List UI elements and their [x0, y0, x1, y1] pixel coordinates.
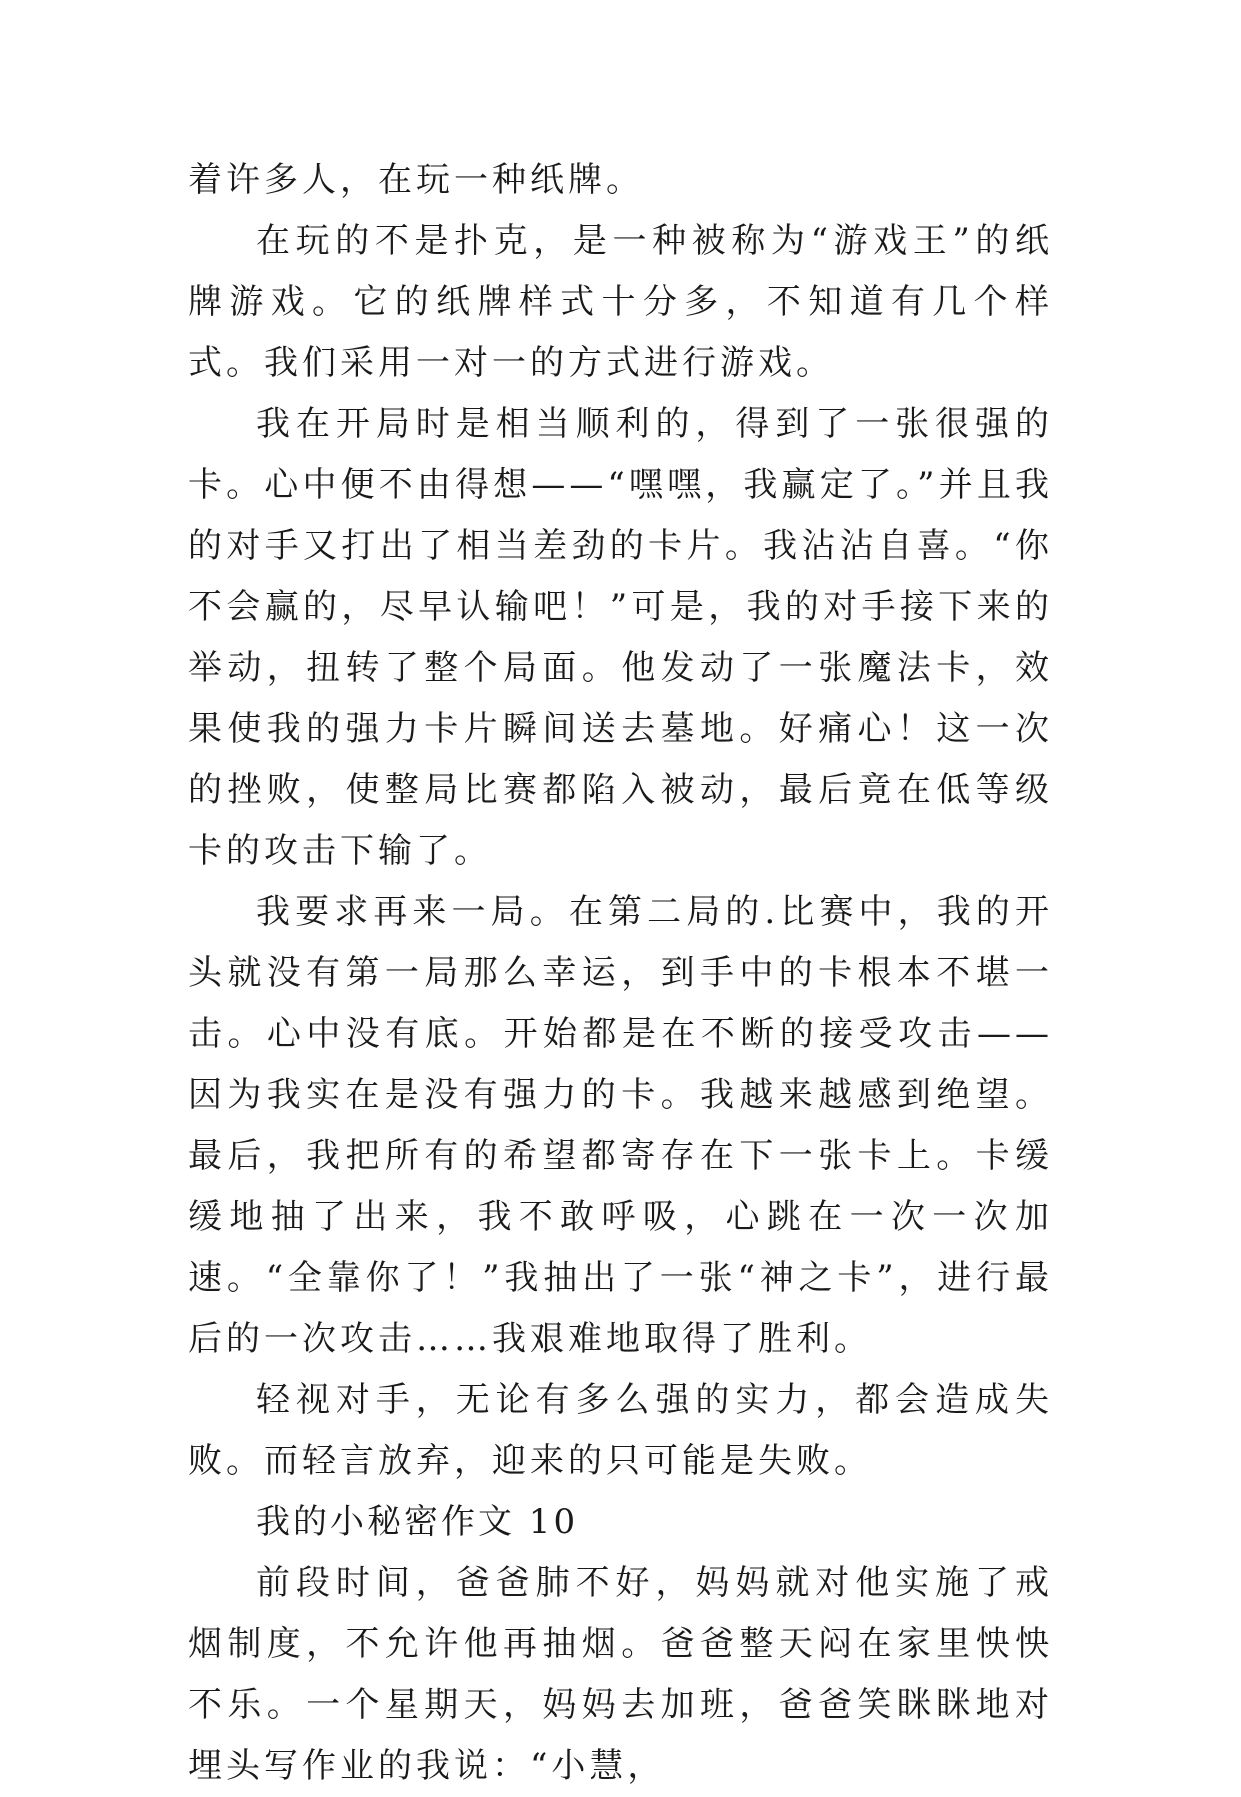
- paragraph-continuation: 着许多人，在玩一种纸牌。: [188, 160, 644, 200]
- paragraph-new-essay-start: 前段时间，爸爸肺不好，妈妈就对他实施了戒烟制度，不允许他再抽烟。爸爸整天闷在家里怏怏不乐。一个星期天，妈妈去加班，爸爸笑眯眯地对埋头写作业的我说：“小慧，: [188, 1563, 1053, 1786]
- document-body: [188, 150, 1053, 1797]
- paragraph-game-intro: 在玩的不是扑克，是一种被称为“游戏王”的纸牌游戏。它的纸牌样式十分多，不知道有几个样式。我们采用一对一的方式进行游戏。: [188, 221, 1053, 383]
- paragraph-conclusion: 轻视对手，无论有多么强的实力，都会造成失败。而轻言放弃，迎来的只可能是失败。: [188, 1380, 1053, 1481]
- paragraph-first-round: 我在开局时是相当顺利的，得到了一张很强的卡。心中便不由得想——“嘿嘿，我赢定了。”并且我的对手又打出了相当差劲的卡片。我沾沾自喜。“你不会赢的，尽早认输吧！”可是，我的对手接下来的举动，扭转了整个局面。他发动了一张魔法卡，效果使我的强力卡片瞬间送去墓地。好痛心！这一次的挫败，使整局比赛都陷入被动，最后竟在低等级卡的攻击下输了。: [188, 404, 1053, 871]
- paragraph-second-round: 我要求再来一局。在第二局的.比赛中，我的开头就没有第一局那么幸运，到手中的卡根本不堪一击。心中没有底。开始都是在不断的接受攻击——因为我实在是没有强力的卡。我越来越感到绝望。最后，我把所有的希望都寄存在下一张卡上。卡缓缓地抽了出来，我不敢呼吸，心跳在一次一次加速。“全靠你了！”我抽出了一张“神之卡”，进行最后的一次攻击……我艰难地取得了胜利。: [188, 892, 1053, 1359]
- essay-heading: 我的小秘密作文 10: [256, 1502, 579, 1542]
